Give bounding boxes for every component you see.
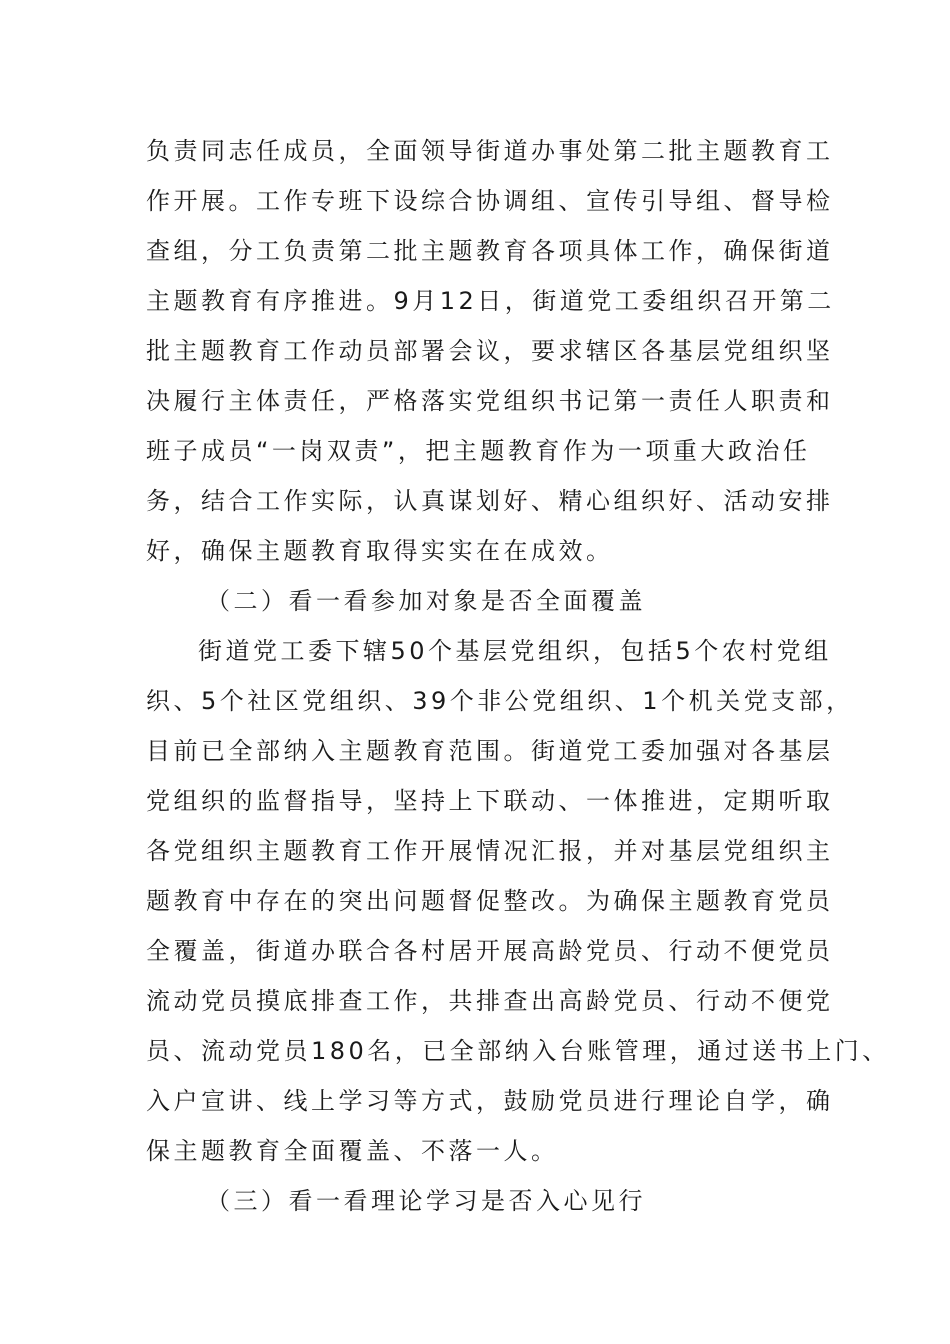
text-line: 好，确保主题教育取得实实在在成效。 <box>146 537 614 565</box>
text-line: 决履行主体责任，严格落实党组织书记第一责任人职责和 <box>146 387 834 415</box>
text-line: 主题教育有序推进。9月12日，街道党工委组织召开第二 <box>146 287 835 315</box>
paragraph-first-line: 街道党工委下辖50个基层党组织，包括5个农村党组 <box>198 637 832 665</box>
text-line: 批主题教育工作动员部署会议，要求辖区各基层党组织坚 <box>146 337 834 365</box>
text-line: 流动党员摸底排查工作，共排查出高龄党员、行动不便党 <box>146 987 834 1015</box>
text-line: 党组织的监督指导，坚持上下联动、一体推进，定期听取 <box>146 787 834 815</box>
text-line: 查组，分工负责第二批主题教育各项具体工作，确保街道 <box>146 237 834 265</box>
text-line: 负责同志任成员，全面领导街道办事处第二批主题教育工 <box>146 137 834 165</box>
section-heading: （二）看一看参加对象是否全面覆盖 <box>206 587 646 615</box>
text-line: 目前已全部纳入主题教育范围。街道党工委加强对各基层 <box>146 737 834 765</box>
text-line: 保主题教育全面覆盖、不落一人。 <box>146 1137 559 1165</box>
text-line: 务，结合工作实际，认真谋划好、精心组织好、活动安排 <box>146 487 834 515</box>
text-line: 各党组织主题教育工作开展情况汇报，并对基层党组织主 <box>146 837 834 865</box>
text-line: 入户宣讲、线上学习等方式，鼓励党员进行理论自学，确 <box>146 1087 834 1115</box>
text-line: 员、流动党员180名，已全部纳入台账管理，通过送书上门、 <box>146 1037 890 1065</box>
text-line: 全覆盖，街道办联合各村居开展高龄党员、行动不便党员 <box>146 937 834 965</box>
section-heading: （三）看一看理论学习是否入心见行 <box>206 1187 646 1215</box>
text-line: 班子成员“一岗双责”，把主题教育作为一项重大政治任 <box>146 437 811 465</box>
document-page <box>146 126 890 1226</box>
text-line: 织、5个社区党组织、39个非公党组织、1个机关党支部， <box>146 687 854 715</box>
text-line: 题教育中存在的突出问题督促整改。为确保主题教育党员 <box>146 887 834 915</box>
text-line: 作开展。工作专班下设综合协调组、宣传引导组、督导检 <box>146 187 834 215</box>
